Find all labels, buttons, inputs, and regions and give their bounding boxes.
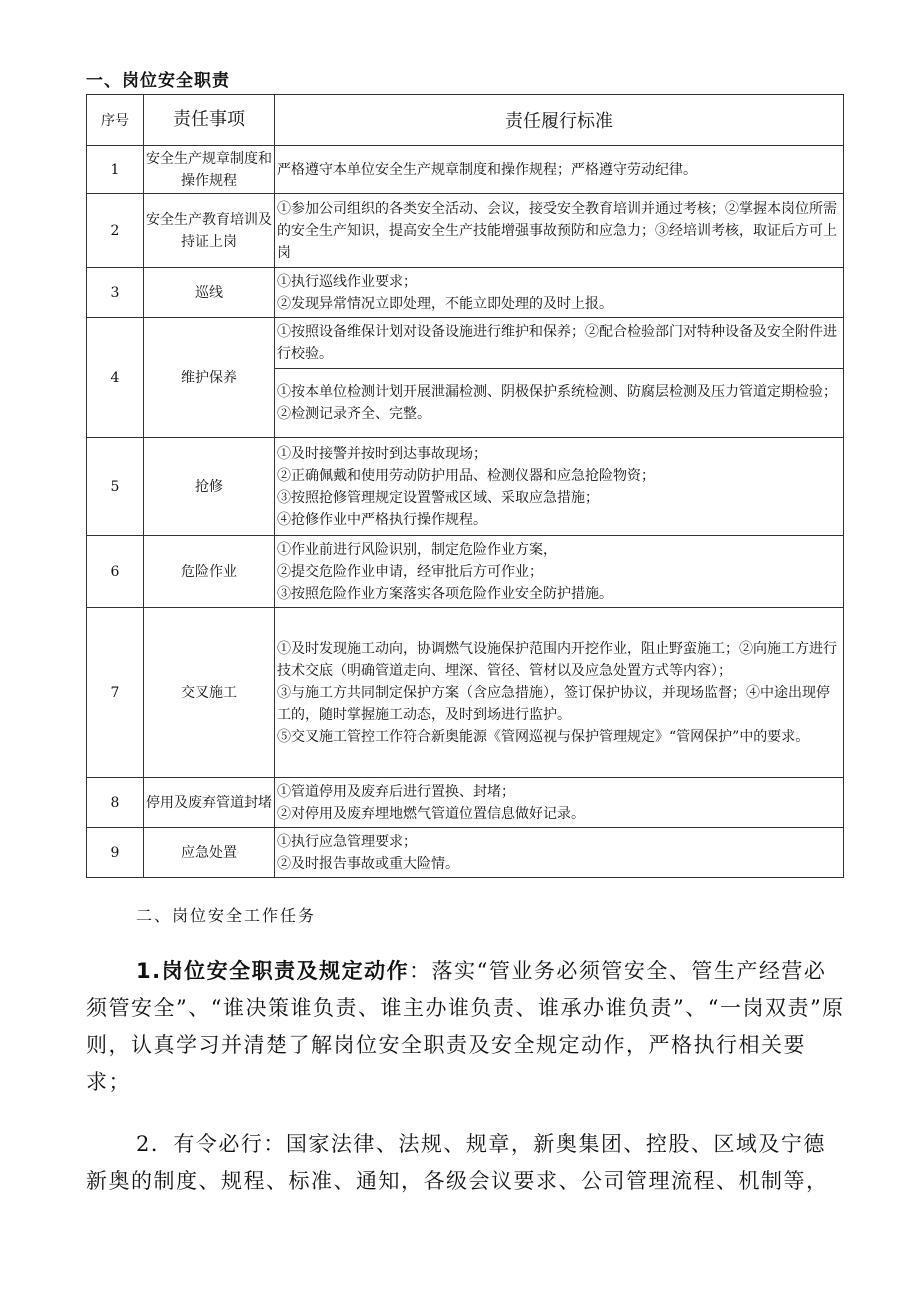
row-no: 5 [87, 438, 144, 536]
paragraph-2: 2．有令必行：国家法律、法规、规章，新奥集团、控股、区域及宁德新奥的制度、规程、标准、通知，各级会议要求、公司管理流程、机制等， [86, 1132, 829, 1193]
row-standard [275, 318, 844, 438]
row-no: 7 [87, 608, 144, 778]
standard-line: ②对停用及废弃埋地燃气管道位置信息做好记录。 [277, 805, 585, 822]
standard-line: ②及时报告事故或重大险情。 [277, 855, 459, 872]
standard-cell [275, 318, 843, 369]
table-row [87, 438, 844, 536]
row-standard [275, 194, 844, 268]
table-row [87, 318, 844, 438]
standard-line: ③与施工方共同制定保护方案（含应急措施），签订保护协议，并现场监督；④中途出现停工的，随时掌握施工动态，及时到场进行监护。 [277, 684, 830, 723]
row-item: 安全生产教育培训及持证上岗 [144, 194, 275, 268]
row-item: 抢修 [144, 438, 275, 536]
row-item: 停用及废弃管道封堵 [144, 778, 275, 828]
standard-line: ①执行应急管理要求； [277, 833, 417, 850]
row-no: 2 [87, 194, 144, 268]
responsibility-table [86, 94, 844, 878]
table-header-row [87, 95, 844, 146]
standard-line: ①按本单位检测计划开展泄漏检测、阴极保护系统检测、防腐层检测及压力管道定期检验； [277, 384, 837, 400]
section-2-title: 二、岗位安全工作任务 [136, 906, 317, 925]
standard-line: ①参加公司组织的各类安全活动、会议，接受安全教育培训并通过考核；②掌握本岗位所需的安全生产知识，提高安全生产技能增强事故预防和应急力；③经培训考核，取证后方可上岗 [277, 200, 837, 261]
standard-line: ①按照设备维保计划对设备设施进行维护和保养；②配合检验部门对特种设备及安全附件进行校验。 [277, 324, 837, 362]
row-no: 9 [87, 828, 144, 878]
row-item: 安全生产规章制度和操作规程 [144, 146, 275, 194]
row-no: 6 [87, 536, 144, 608]
row-no: 8 [87, 778, 144, 828]
row-standard [275, 438, 844, 536]
standard-line: ②提交危险作业申请，经审批后方可作业； [277, 563, 543, 580]
table-row [87, 608, 844, 778]
table-row [87, 778, 844, 828]
row-standard [275, 536, 844, 608]
row-item: 应急处置 [144, 828, 275, 878]
standard-line: ①及时接警并按时到达事故现场； [277, 445, 487, 462]
row-no: 1 [87, 146, 144, 194]
standard-line: ①管道停用及废弃后进行置换、封堵； [277, 783, 515, 800]
standard-line: ①及时发现施工动向，协调燃气设施保护范围内开挖作业，阻止野蛮施工；②向施工方进行技术交底（明确管道走向、埋深、管径、管材以及应急处置方式等内容）； [277, 640, 837, 679]
standard-line: ②检测记录齐全、完整。 [277, 406, 431, 422]
header-item: 责任事项 [144, 95, 275, 146]
standard-line: ⑤交叉施工管控工作符合新奥能源《管网巡视与保护管理规定》“管网保护”中的要求。 [277, 728, 810, 745]
table-row [87, 146, 844, 194]
row-item: 交叉施工 [144, 608, 275, 778]
row-item: 巡线 [144, 268, 275, 318]
table-row [87, 268, 844, 318]
paragraph-1-lead: 1.岗位安全职责及规定动作 [136, 959, 410, 983]
paragraph-1 [86, 953, 846, 1101]
standard-line: ④抢修作业中严格执行操作规程。 [277, 511, 487, 528]
header-standard: 责任履行标准 [275, 95, 844, 146]
table-row [87, 194, 844, 268]
standard-line: ②正确佩戴和使用劳动防护用品、检测仪器和应急抢险物资； [277, 467, 655, 484]
standard-line: ①作业前进行风险识别，制定危险作业方案， [277, 541, 557, 558]
row-item: 维护保养 [144, 318, 275, 438]
standard-line: ③按照抢修管理规定设置警戒区域、采取应急措施； [277, 489, 599, 506]
row-standard [275, 268, 844, 318]
row-no: 3 [87, 268, 144, 318]
standard-line: ②发现异常情况立即处理，不能立即处理的及时上报。 [277, 295, 613, 312]
section-1-title: 一、岗位安全职责 [86, 71, 230, 91]
row-standard [275, 146, 844, 194]
row-standard [275, 828, 844, 878]
header-no: 序号 [87, 95, 144, 146]
table-row [87, 536, 844, 608]
standard-cell [275, 369, 843, 438]
row-no: 4 [87, 318, 144, 438]
nested-standard-table [275, 318, 843, 437]
paragraph-1-text: ：落实“管业务必须管安全、管生产经营必须管安全”、“谁决策谁负责、谁主办谁负责、谁承办谁负责”、“一岗双责”原则，认真学习并清楚了解岗位安全职责及安全规定动作，严格执行相关要求； [86, 959, 845, 1094]
row-standard [275, 608, 844, 778]
row-item: 危险作业 [144, 536, 275, 608]
table-row [87, 828, 844, 878]
standard-line: ③按照危险作业方案落实各项危险作业安全防护措施。 [277, 585, 613, 602]
standard-line: 严格遵守本单位安全生产规章制度和操作规程；严格遵守劳动纪律。 [277, 161, 697, 178]
standard-line: ①执行巡线作业要求； [277, 273, 417, 290]
row-standard [275, 778, 844, 828]
